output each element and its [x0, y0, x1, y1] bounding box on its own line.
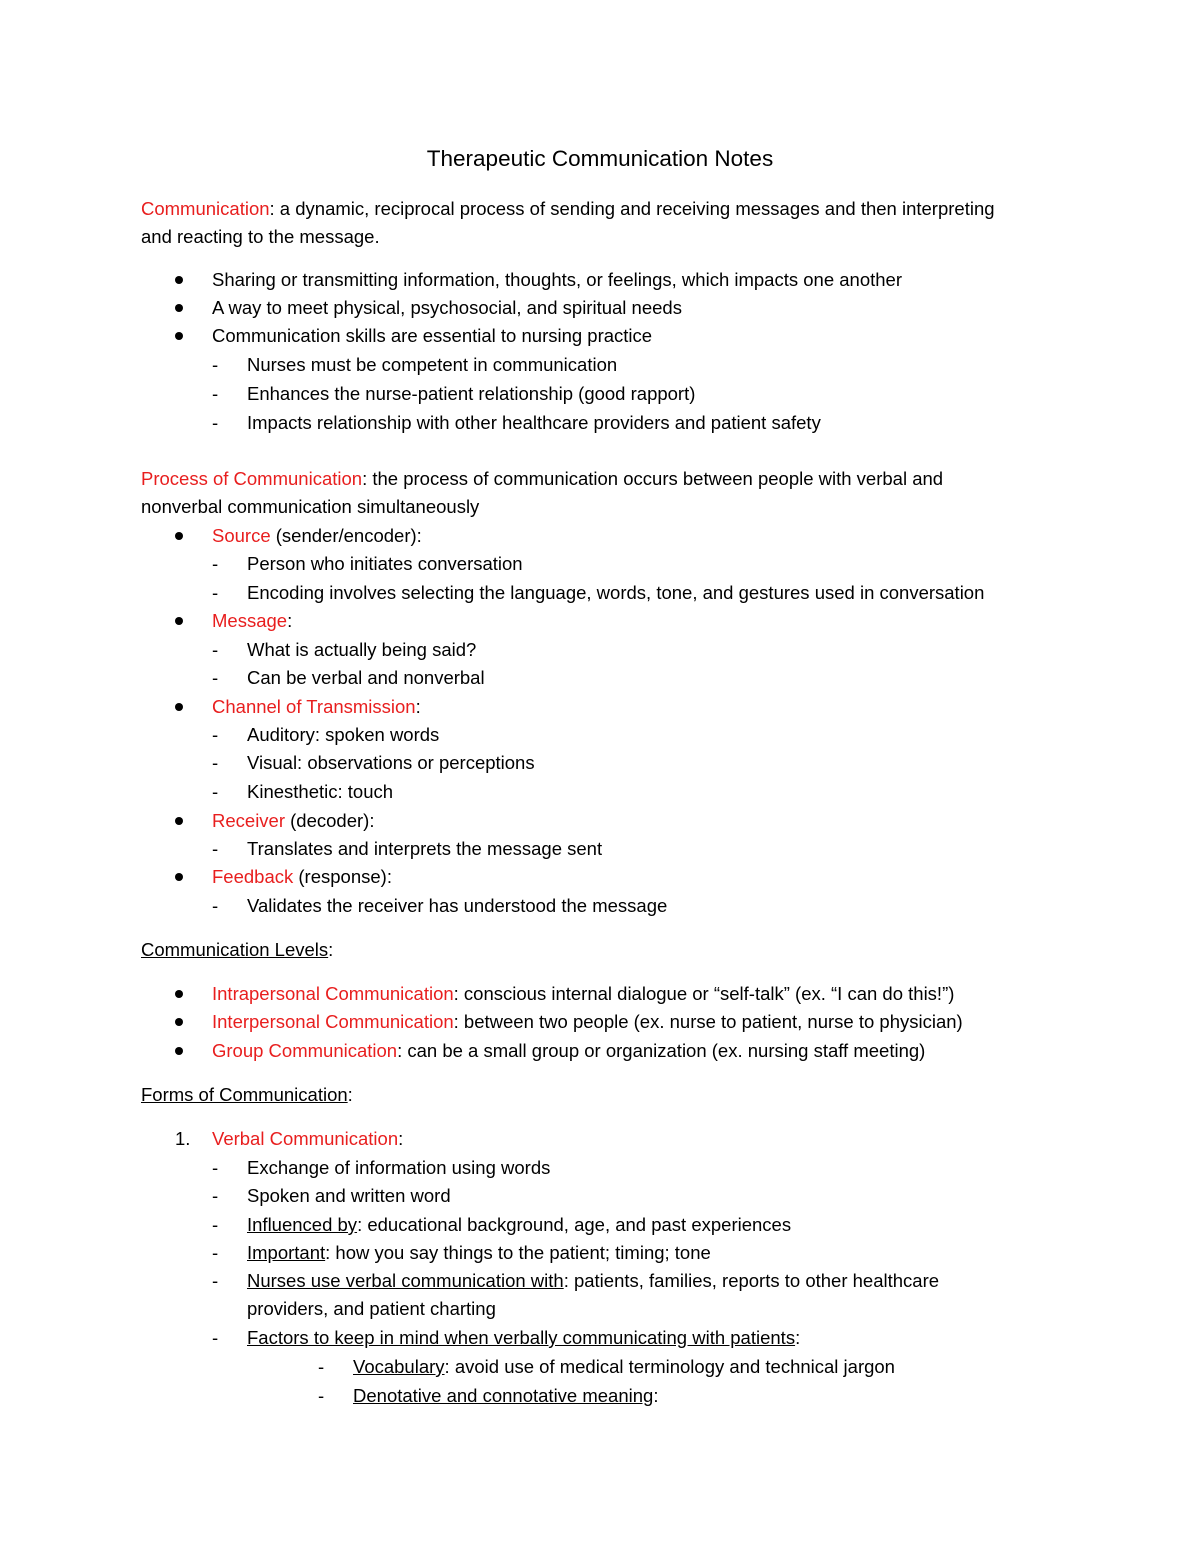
page-title: Therapeutic Communication Notes — [426, 146, 774, 171]
bullet-icon — [175, 1018, 183, 1026]
dash-marker: - — [212, 1327, 219, 1348]
list-item: Communication skills are essential to nursing practice — [212, 325, 653, 346]
sub-list-item: Spoken and written word — [247, 1185, 451, 1206]
list-item-verbal: Verbal Communication: — [212, 1128, 404, 1149]
dash-marker: - — [212, 412, 219, 433]
bullet-icon — [175, 873, 183, 881]
dash-marker: - — [212, 582, 219, 603]
dash-marker: - — [212, 1214, 219, 1235]
list-item-feedback: Feedback (response): — [212, 866, 392, 887]
bullet-icon — [175, 817, 183, 825]
sub-list-item: Important: how you say things to the patient; timing; tone — [247, 1242, 711, 1263]
dash-marker: - — [318, 1385, 325, 1406]
sub-list-item: Translates and interprets the message sent — [247, 838, 603, 859]
bullet-icon — [175, 304, 183, 312]
list-item-message: Message: — [212, 610, 293, 631]
section-heading-forms: Forms of Communication: — [141, 1084, 353, 1105]
sub-list-item: Validates the receiver has understood the message — [247, 895, 668, 916]
bullet-icon — [175, 532, 183, 540]
dash-marker: - — [212, 354, 219, 375]
dash-marker: - — [212, 781, 219, 802]
sub-list-item: Auditory: spoken words — [247, 724, 440, 745]
dash-marker: - — [212, 1157, 219, 1178]
bullet-icon — [175, 703, 183, 711]
dash-marker: - — [212, 895, 219, 916]
term-communication: Communication — [141, 198, 270, 219]
sub-list-item: Nurses use verbal communication with: patients, families, reports to other healthcare — [247, 1270, 940, 1291]
dash-marker: - — [212, 752, 219, 773]
list-item-receiver: Receiver (decoder): — [212, 810, 375, 831]
dash-marker: - — [212, 838, 219, 859]
dash-marker: - — [212, 383, 219, 404]
sub-list-item: Nurses must be competent in communication — [247, 354, 618, 375]
sub-list-item: Exchange of information using words — [247, 1157, 551, 1178]
bullet-icon — [175, 276, 183, 284]
sub-list-item: What is actually being said? — [247, 639, 477, 660]
bullet-icon — [175, 332, 183, 340]
dash-marker: - — [212, 553, 219, 574]
process-definition-line-2: nonverbal communication simultaneously — [141, 496, 480, 517]
sub-list-item: Enhances the nurse-patient relationship (good rapport) — [247, 383, 696, 404]
sub-list-item-continuation: providers, and patient charting — [247, 1298, 496, 1319]
term-process-of-communication: Process of Communication — [141, 468, 363, 489]
dash-marker: - — [212, 1185, 219, 1206]
sub-list-item: Visual: observations or perceptions — [247, 752, 535, 773]
bullet-icon — [175, 617, 183, 625]
sub-list-item: Impacts relationship with other healthcare providers and patient safety — [247, 412, 821, 433]
dash-marker: - — [212, 639, 219, 660]
sub-list-item: Person who initiates conversation — [247, 553, 523, 574]
sub-list-item: Influenced by: educational background, age, and past experiences — [247, 1214, 792, 1235]
dash-marker: - — [212, 724, 219, 745]
communication-definition-line-1: Communication: a dynamic, reciprocal process of sending and receiving messages and then interpreting — [141, 198, 995, 219]
sub-sub-list-item: Vocabulary: avoid use of medical terminology and technical jargon — [353, 1356, 895, 1377]
list-item: A way to meet physical, psychosocial, and spiritual needs — [212, 297, 682, 318]
dash-marker: - — [212, 1270, 219, 1291]
sub-sub-list-item: Denotative and connotative meaning: — [353, 1385, 659, 1406]
list-number: 1. — [175, 1128, 191, 1149]
dash-marker: - — [212, 1242, 219, 1263]
list-item: Group Communication: can be a small group or organization (ex. nursing staff meeting) — [212, 1040, 926, 1061]
list-item-source: Source (sender/encoder): — [212, 525, 422, 546]
process-definition-line-1: Process of Communication: the process of communication occurs between people with verbal and — [141, 468, 944, 489]
dash-marker: - — [212, 667, 219, 688]
sub-list-item: Kinesthetic: touch — [247, 781, 394, 802]
list-item: Intrapersonal Communication: conscious internal dialogue or “self-talk” (ex. “I can do this!”) — [212, 983, 955, 1004]
bullet-icon — [175, 990, 183, 998]
dash-marker: - — [318, 1356, 325, 1377]
list-item-channel: Channel of Transmission: — [212, 696, 421, 717]
section-heading-levels: Communication Levels: — [141, 939, 334, 960]
bullet-icon — [175, 1047, 183, 1055]
list-item: Sharing or transmitting information, thoughts, or feelings, which impacts one another — [212, 269, 903, 290]
sub-list-item: Can be verbal and nonverbal — [247, 667, 485, 688]
sub-list-item: Encoding involves selecting the language, words, tone, and gestures used in conversation — [247, 582, 985, 603]
list-item: Interpersonal Communication: between two people (ex. nurse to patient, nurse to physician) — [212, 1011, 963, 1032]
sub-list-item: Factors to keep in mind when verbally communicating with patients: — [247, 1327, 801, 1348]
communication-definition-line-2: and reacting to the message. — [141, 226, 380, 247]
